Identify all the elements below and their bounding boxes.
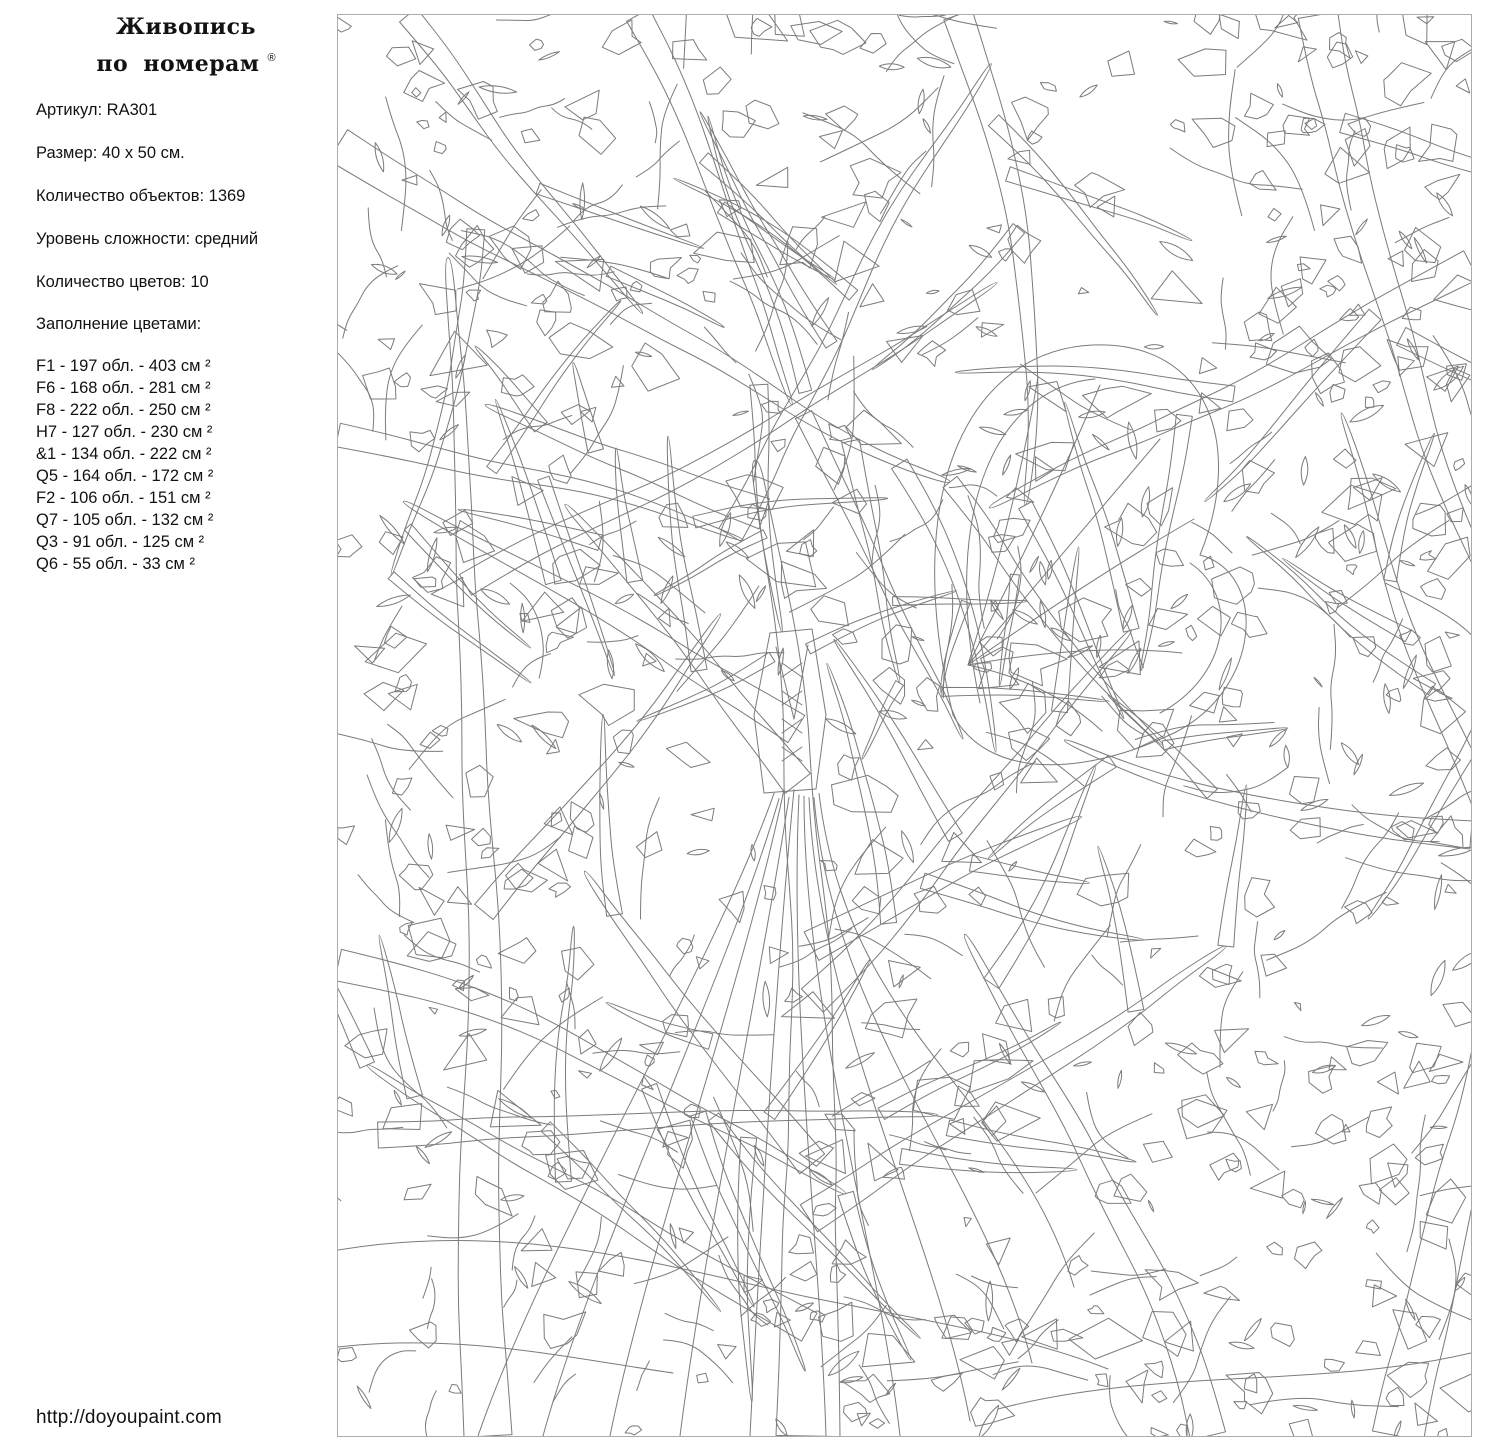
fill-heading: Заполнение цветами: <box>36 315 202 333</box>
color-fill-item: F2 - 106 обл. - 151 см ² <box>36 489 211 507</box>
colors-count-text: Количество цветов: 10 <box>36 273 209 291</box>
color-fill-item: H7 - 127 обл. - 230 см ² <box>36 423 213 441</box>
registered-trademark-symbol: ® <box>267 52 276 64</box>
fairy-forest-outline-art <box>338 15 1471 1436</box>
difficulty-text: Уровень сложности: средний <box>36 230 259 248</box>
color-fill-item: F8 - 222 обл. - 250 см ² <box>36 401 211 419</box>
objects-count-text: Количество объектов: 1369 <box>36 187 246 205</box>
color-fill-item: Q7 - 105 обл. - 132 см ² <box>36 511 214 529</box>
brand-name-line2: по номерам ® <box>96 51 276 77</box>
color-fill-item: Q5 - 164 обл. - 172 см ² <box>36 467 214 485</box>
size-text: Размер: 40 x 50 см. <box>36 144 185 162</box>
article-text: Артикул: RA301 <box>36 101 158 119</box>
color-fill-item: &1 - 134 обл. - 222 см ² <box>36 445 212 463</box>
color-fill-item: F6 - 168 обл. - 281 см ² <box>36 379 211 397</box>
color-fill-item: F1 - 197 обл. - 403 см ² <box>36 357 211 375</box>
color-fill-item: Q6 - 55 обл. - 33 см ² <box>36 555 195 573</box>
color-fill-list <box>36 355 213 575</box>
brand-name-line1: Живопись <box>116 14 256 40</box>
brand-logo <box>30 12 342 80</box>
paint-by-numbers-canvas <box>337 14 1472 1437</box>
color-fill-item: Q3 - 91 обл. - 125 см ² <box>36 533 205 551</box>
website-url: http://doyoupaint.com <box>36 1407 222 1428</box>
